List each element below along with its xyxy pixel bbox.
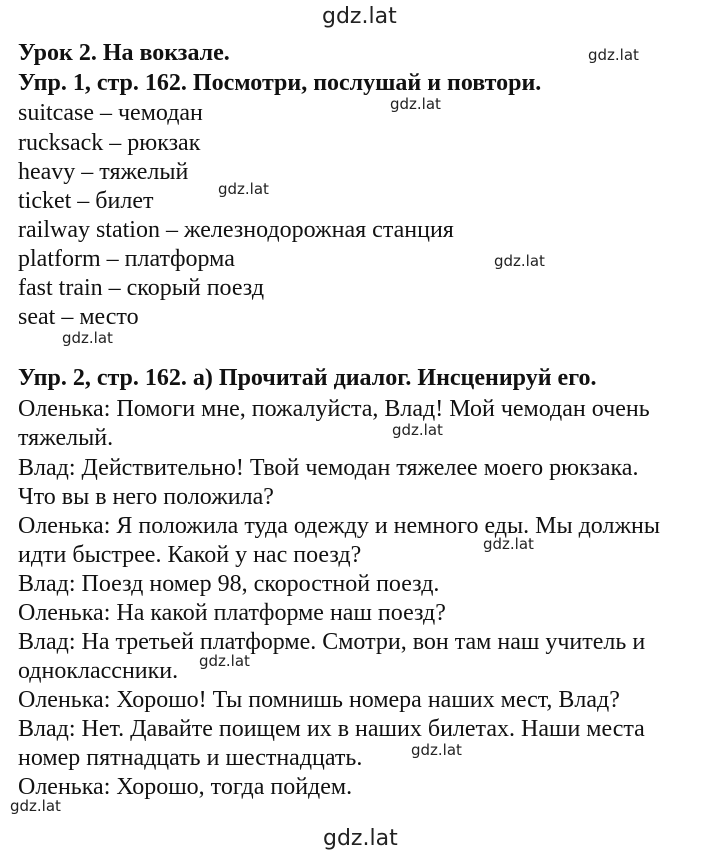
- watermark: gdz.lat: [10, 797, 61, 815]
- dialog-line: Влад: На третьей платформе. Смотри, вон там наш учитель и: [18, 629, 646, 655]
- watermark: gdz.lat: [199, 652, 250, 670]
- watermark-bottom: gdz.lat: [323, 826, 398, 851]
- exercise2-heading: Упр. 2, стр. 162. а) Прочитай диалог. Инсценируй его.: [18, 365, 597, 391]
- vocab-item: suitcase – чемодан: [18, 100, 203, 126]
- dialog-line: Оленька: На какой платформе наш поезд?: [18, 600, 446, 626]
- watermark: gdz.lat: [62, 329, 113, 347]
- dialog-line: одноклассники.: [18, 658, 179, 684]
- watermark: gdz.lat: [588, 46, 639, 64]
- watermark: gdz.lat: [390, 95, 441, 113]
- watermark: gdz.lat: [483, 535, 534, 553]
- dialog-line: идти быстрее. Какой у нас поезд?: [18, 542, 362, 568]
- vocab-item: railway station – железнодорожная станция: [18, 217, 454, 243]
- dialog-line: Что вы в него положила?: [18, 484, 274, 510]
- vocab-item: rucksack – рюкзак: [18, 130, 201, 156]
- dialog-line: Влад: Поезд номер 98, скоростной поезд.: [18, 571, 440, 597]
- dialog-line: Оленька: Помоги мне, пожалуйста, Влад! Мой чемодан очень: [18, 396, 650, 422]
- dialog-line: номер пятнадцать и шестнадцать.: [18, 745, 363, 771]
- dialog-line: Оленька: Я положила туда одежду и немного еды. Мы должны: [18, 513, 660, 539]
- exercise1-heading: Упр. 1, стр. 162. Посмотри, послушай и повтори.: [18, 70, 542, 96]
- watermark: gdz.lat: [494, 252, 545, 270]
- lesson-title: Урок 2. На вокзале.: [18, 40, 230, 66]
- dialog-line: Оленька: Хорошо, тогда пойдем.: [18, 774, 353, 800]
- watermark: gdz.lat: [411, 741, 462, 759]
- watermark: gdz.lat: [218, 180, 269, 198]
- dialog-line: Оленька: Хорошо! Ты помнишь номера наших мест, Влад?: [18, 687, 620, 713]
- vocab-item: ticket – билет: [18, 188, 154, 214]
- vocab-item: platform – платформа: [18, 246, 235, 272]
- vocab-item: fast train – скорый поезд: [18, 275, 265, 301]
- watermark-top: gdz.lat: [322, 4, 397, 29]
- dialog-line: Влад: Нет. Давайте поищем их в наших билетах. Наши места: [18, 716, 645, 742]
- vocab-item: heavy – тяжелый: [18, 159, 189, 185]
- dialog-line: тяжелый.: [18, 425, 114, 451]
- vocab-item: seat – место: [18, 304, 139, 330]
- watermark: gdz.lat: [392, 421, 443, 439]
- dialog-line: Влад: Действительно! Твой чемодан тяжелее моего рюкзака.: [18, 455, 639, 481]
